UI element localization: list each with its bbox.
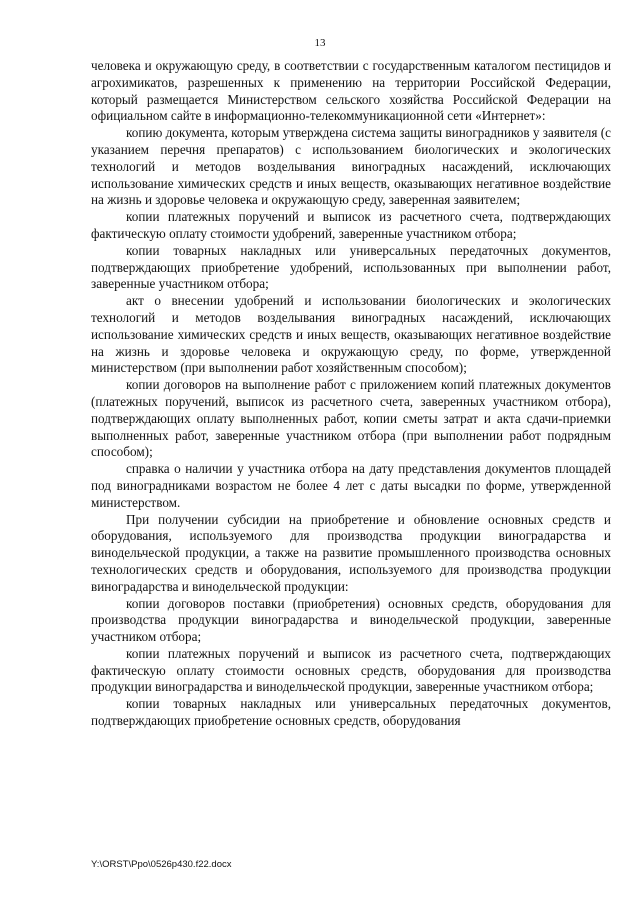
- paragraph: человека и окружающую среду, в соответствии с государственным каталогом пестицидов и агрохимикатов, разрешенных к применению на территории Российской Федерации, который размещается Министерством сельского хозяйства Российской Федерации на официальном сайте в информационно-телекоммуникационной сети «Интернет»:: [91, 58, 611, 124]
- paragraph: копии договоров поставки (приобретения) основных средств, оборудования для производства продукции виноградарства и винодельческой продукции, заверенные участником отбора;: [91, 595, 611, 645]
- paragraph: копии платежных поручений и выписок из расчетного счета, подтверждающих фактическую оплату стоимости основных средств, оборудования для производства продукции виноградарства и винодельческой продукции, заверенные участником отбора;: [91, 645, 611, 695]
- paragraph: копию документа, которым утверждена система защиты виноградников у заявителя (с указанием перечня препаратов) с использованием биологических и экологических технологий и методов возделывания виноградных насаждений, исключающих использование химических средств и иных веществ, оказывающих негативное воздействие на жизнь и здоровье человека и окружающую среду, заверенная заявителем;: [91, 125, 611, 208]
- paragraph: копии договоров на выполнение работ с приложением копий платежных документов (платежных поручений, выписок из расчетного счета, заверенных участником отбора), подтверждающих оплату выполненных работ, копии сметы затрат и акта сдачи-приемки выполненных работ, заверенные участником отбора (при выполнении работ подрядным способом);: [91, 377, 611, 460]
- footer-file-path: Y:\ORST\Ppo\0526p430.f22.docx: [91, 859, 232, 870]
- paragraph: справка о наличии у участника отбора на дату представления документов площадей под виноградниками возрастом не более 4 лет с даты высадки по форме, утвержденной министерством.: [91, 461, 611, 510]
- paragraph: копии платежных поручений и выписок из расчетного счета, подтверждающих фактическую оплату стоимости удобрений, заверенные участником отбора;: [91, 209, 611, 241]
- paragraph: копии товарных накладных или универсальных передаточных документов, подтверждающих приобретение удобрений, использованных при выполнении работ, заверенные участником отбора;: [91, 242, 611, 292]
- page-number: 13: [314, 37, 326, 49]
- paragraph: При получении субсидии на приобретение и обновление основных средств и оборудования, используемого для производства продукции виноградарства и винодельческой продукции, а также на развитие промышленного производства основных технологических средств и оборудования, используемого для производства продукции виноградарства и винодельческой продукции:: [91, 511, 611, 594]
- paragraph: копии товарных накладных или универсальных передаточных документов, подтверждающих приобретение основных средств, оборудования: [91, 696, 611, 729]
- document-body: [91, 58, 611, 730]
- paragraph: акт о внесении удобрений и использовании биологических и экологических технологий и методов возделывания виноградных насаждений, исключающих использование химических средств и иных веществ, оказывающих негативное воздействие на жизнь и здоровье человека и окружающую среду, по форме, утвержденной министерством (при выполнении работ хозяйственным способом);: [91, 293, 611, 376]
